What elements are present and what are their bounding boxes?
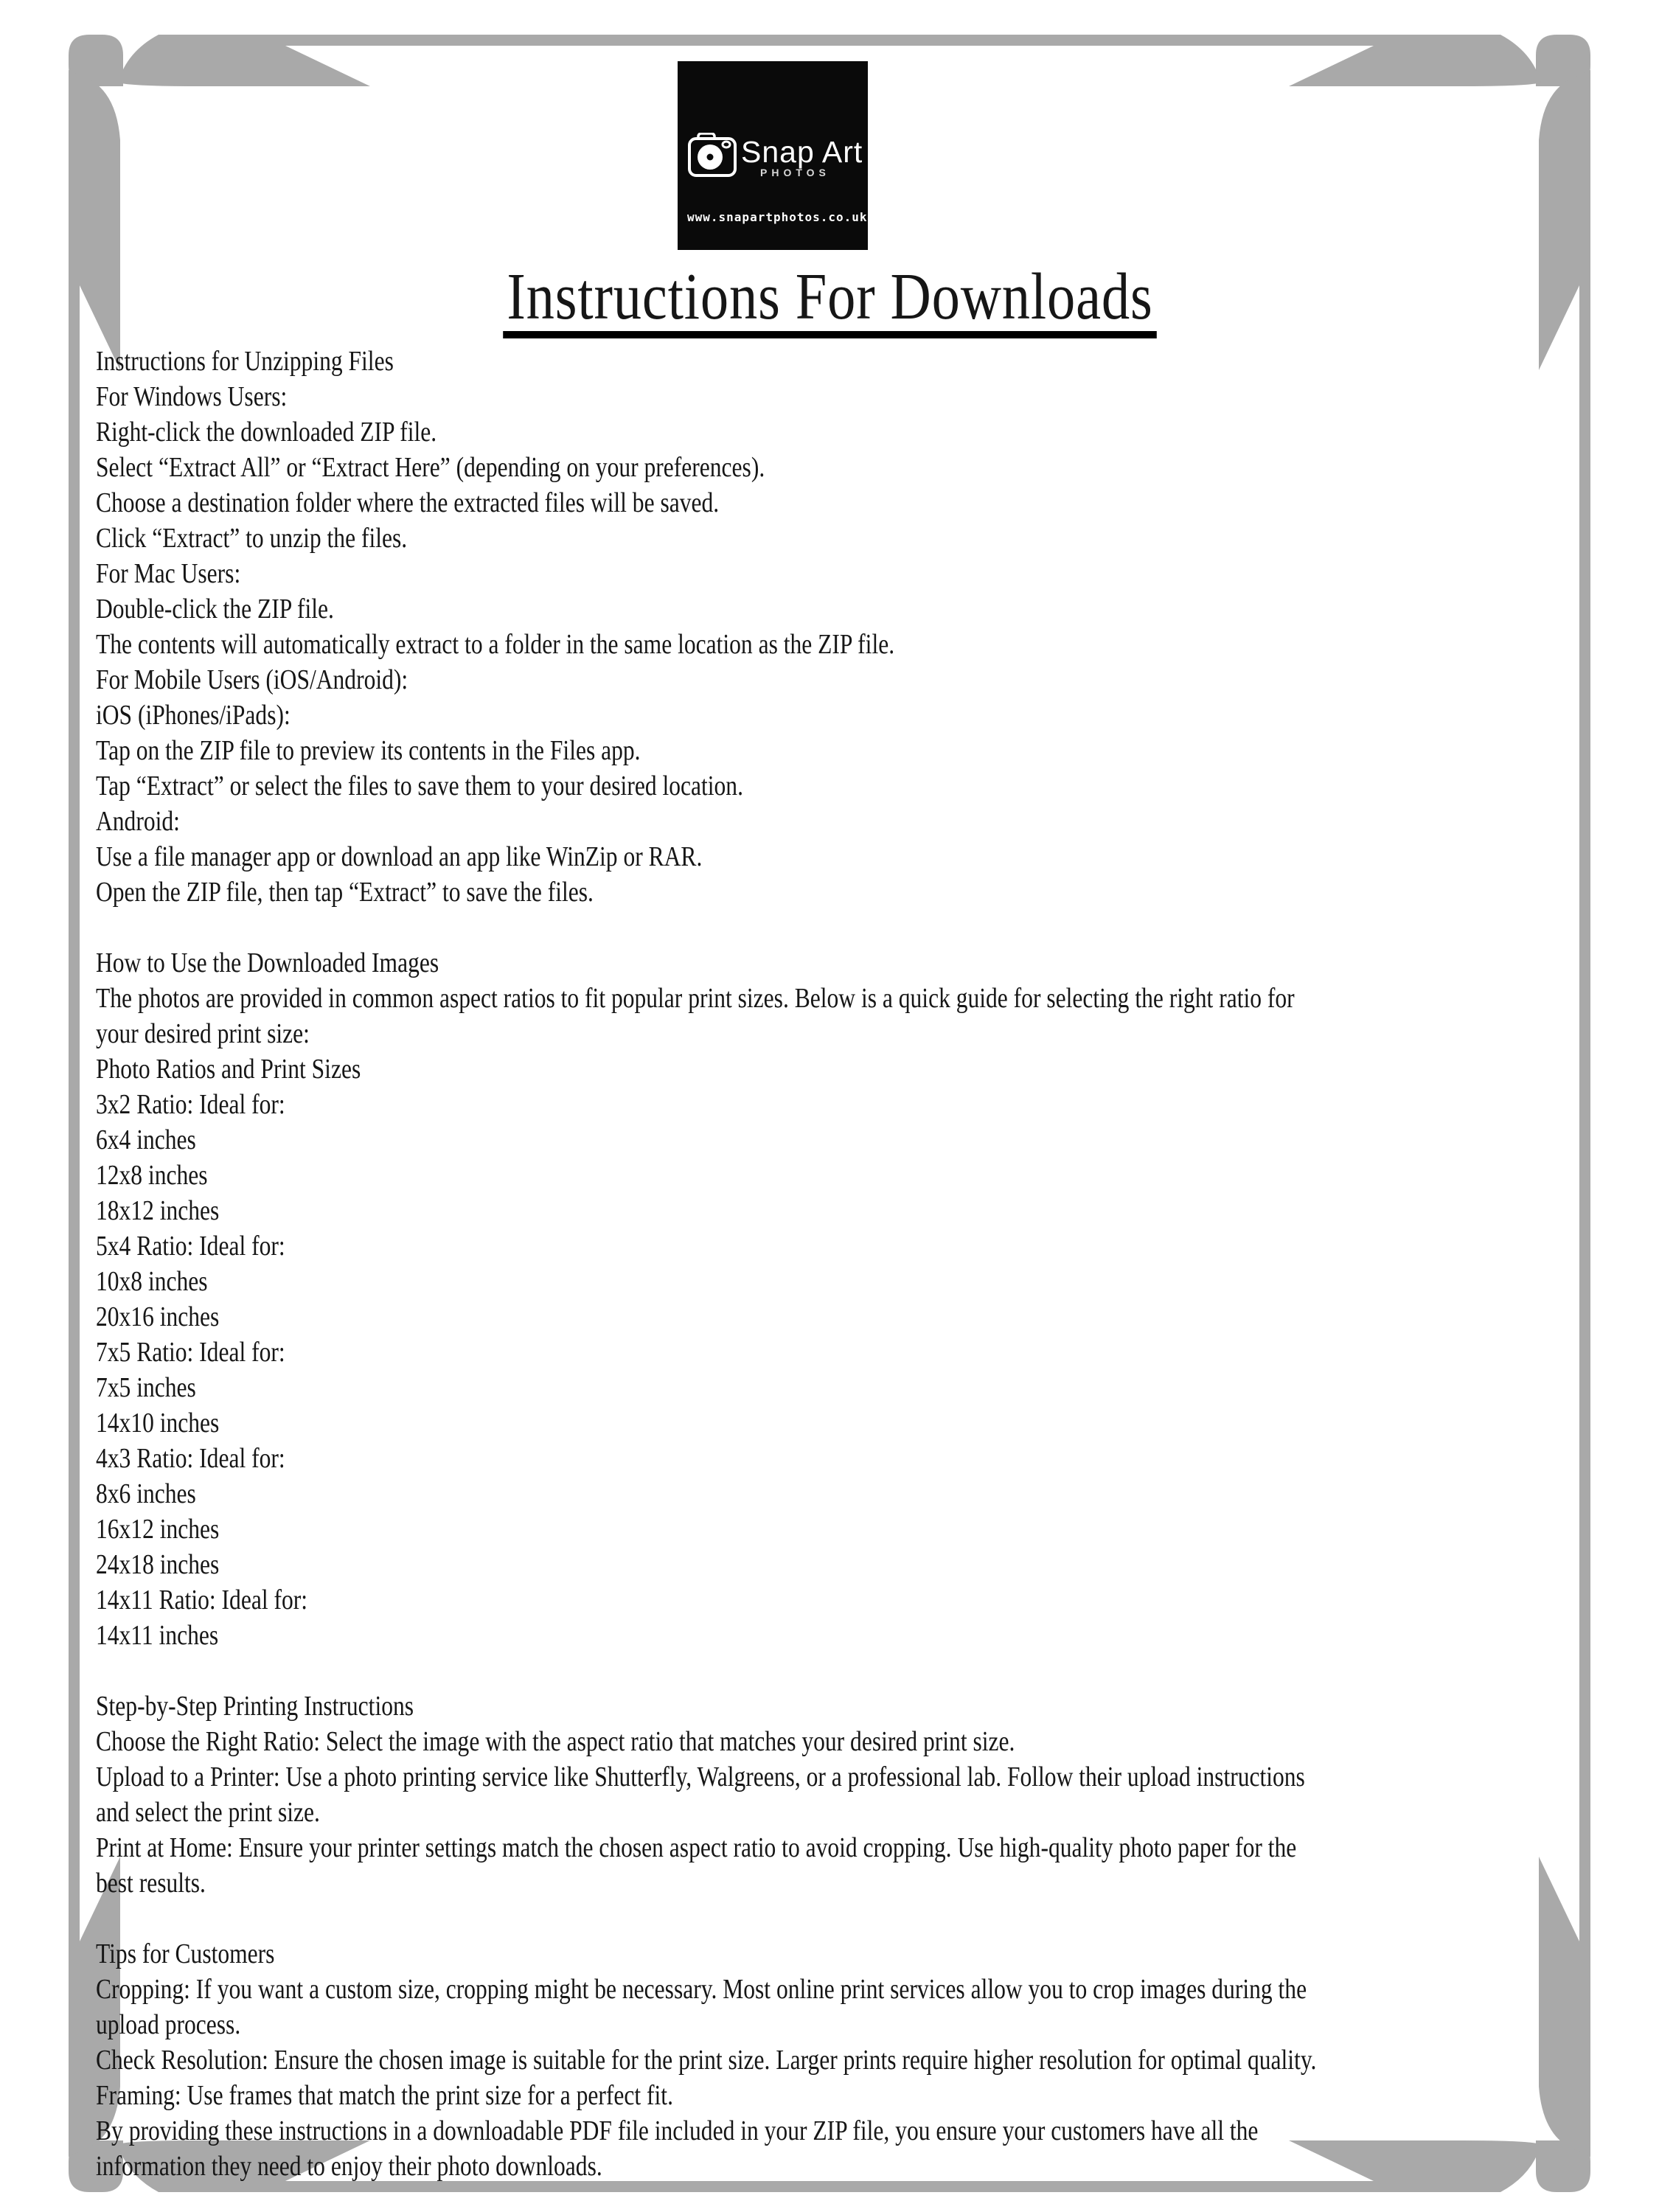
text-line: and select the print size.	[96, 1797, 320, 1828]
text-line: Tap “Extract” or select the files to save them to your desired location.	[96, 771, 743, 801]
text-line: Tap on the ZIP file to preview its contents in the Files app.	[96, 735, 641, 766]
text-line: For Windows Users:	[96, 381, 288, 412]
text-line: Right-click the downloaded ZIP file.	[96, 417, 437, 448]
text-line: Click “Extract” to unzip the files.	[96, 523, 408, 554]
text-line: 10x8 inches	[96, 1266, 208, 1297]
text-line: iOS (iPhones/iPads):	[96, 700, 291, 731]
text-line: 18x12 inches	[96, 1195, 220, 1226]
title-area	[0, 260, 1659, 338]
text-line: 14x10 inches	[96, 1408, 220, 1439]
text-line: 6x4 inches	[96, 1124, 196, 1155]
text-line: Choose the Right Ratio: Select the image with the aspect ratio that matches your desired print size.	[96, 1726, 1015, 1757]
blank-line	[96, 1653, 1307, 1688]
text-line: Double-click the ZIP file.	[96, 594, 334, 625]
text-line: 24x18 inches	[96, 1549, 220, 1580]
text-line: 7x5 inches	[96, 1372, 196, 1403]
brand-name: Snap Art	[741, 135, 863, 169]
text-line: The photos are provided in common aspect ratios to fit popular print sizes. Below is a quick guide for selecting the right ratio for	[96, 983, 1295, 1014]
text-line: 8x6 inches	[96, 1478, 196, 1509]
text-line: By providing these instructions in a downloadable PDF file included in your ZIP file, you ensure your customers have all the	[96, 2115, 1259, 2146]
text-line: your desired print size:	[96, 1018, 310, 1049]
text-line: Check Resolution: Ensure the chosen image is suitable for the print size. Larger prints require higher resolution for optimal quality.	[96, 2045, 1317, 2076]
text-line: Use a file manager app or download an app like WinZip or RAR.	[96, 841, 703, 872]
text-line: 20x16 inches	[96, 1301, 220, 1332]
blank-line	[96, 1901, 1307, 1936]
text-line: Cropping: If you want a custom size, cropping might be necessary. Most online print services allow you to crop images during the	[96, 1974, 1307, 2005]
text-line: How to Use the Downloaded Images	[96, 947, 439, 978]
text-line: 7x5 Ratio: Ideal for:	[96, 1337, 285, 1368]
text-line: Choose a destination folder where the extracted files will be saved.	[96, 487, 720, 518]
text-line: 5x4 Ratio: Ideal for:	[96, 1231, 285, 1262]
document-body	[96, 344, 1556, 2184]
text-line: Print at Home: Ensure your printer settings match the chosen aspect ratio to avoid cropping. Use high-quality photo paper for the	[96, 1832, 1297, 1863]
text-line: 4x3 Ratio: Ideal for:	[96, 1443, 285, 1474]
text-line: Tips for Customers	[96, 1938, 275, 1969]
text-line: 12x8 inches	[96, 1160, 208, 1191]
page-title: Instructions For Downloads	[503, 264, 1157, 338]
text-line: 16x12 inches	[96, 1514, 220, 1545]
text-line: Upload to a Printer: Use a photo printing service like Shutterfly, Walgreens, or a professional lab. Follow their upload instructions	[96, 1761, 1305, 1792]
text-line: best results.	[96, 1868, 206, 1899]
blank-line	[96, 910, 1307, 945]
text-line: Step-by-Step Printing Instructions	[96, 1691, 414, 1722]
text-line: For Mac Users:	[96, 558, 241, 589]
brand-subtitle: PHOTOS	[760, 167, 830, 178]
brand-logo	[678, 61, 868, 250]
text-line: information they need to enjoy their photo downloads.	[96, 2151, 602, 2182]
text-line: Open the ZIP file, then tap “Extract” to save the files.	[96, 877, 594, 908]
text-line: The contents will automatically extract to a folder in the same location as the ZIP file.	[96, 629, 895, 660]
text-line: Photo Ratios and Print Sizes	[96, 1054, 361, 1085]
text-line: Instructions for Unzipping Files	[96, 346, 394, 377]
text-line: 3x2 Ratio: Ideal for:	[96, 1089, 285, 1120]
brand-url: www.snapartphotos.co.uk	[687, 210, 868, 224]
text-line: 14x11 inches	[96, 1620, 219, 1651]
text-line: Android:	[96, 806, 180, 837]
text-line: 14x11 Ratio: Ideal for:	[96, 1585, 308, 1615]
text-line: Framing: Use frames that match the print size for a perfect fit.	[96, 2080, 673, 2111]
text-line: upload process.	[96, 2009, 241, 2040]
camera-icon	[688, 133, 737, 178]
text-line: Select “Extract All” or “Extract Here” (depending on your preferences).	[96, 452, 765, 483]
text-line: For Mobile Users (iOS/Android):	[96, 664, 408, 695]
